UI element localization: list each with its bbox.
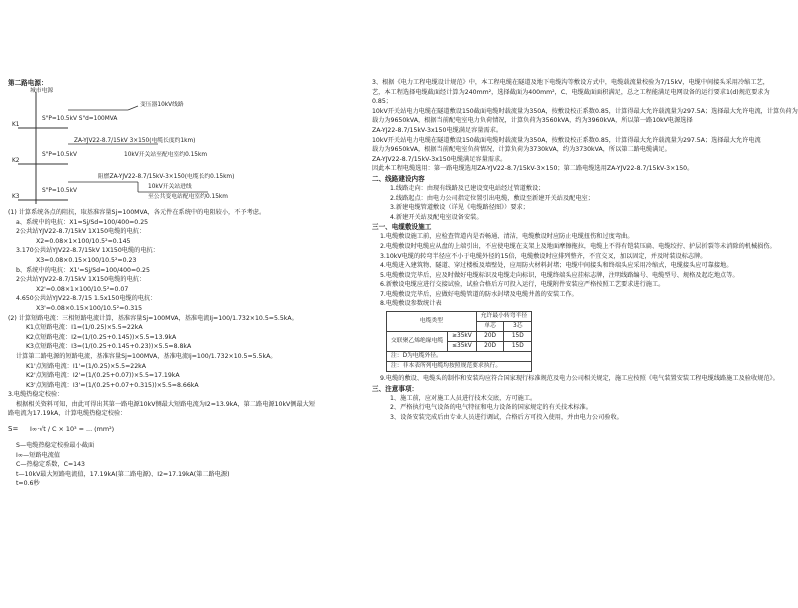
calc-line: b、系统中的电抗：X1'=Sj/Sd=100/400=0.25	[16, 266, 150, 274]
section-item: 3.新建电缆管道敷设（详见《电缆路径图》）要求；	[390, 204, 529, 212]
calc-line: (1) 计算系统各点的阻抗，取基准容量Sj=100MVA，各元件在系统中的电阻较小，不予考虑。	[8, 209, 266, 216]
k1-label: K1	[12, 122, 20, 128]
k2-label: K2	[12, 158, 20, 164]
calc-line: K2点短路电流：I2=(1/(0.25+0.145))×5.5=13.9kA	[26, 333, 177, 341]
legend-line: t=0.6秒	[16, 480, 40, 488]
single-line-diagram	[8, 88, 370, 208]
final-item: 2、严格执行电气设备的电气特征和电力设备的国家规定的有关技术标准。	[390, 404, 592, 412]
sub-item: 6.新敷设电缆应进行交接试验，试验合格后方可投入运行，电缆附件安装应严格按照工艺要求进行施工。	[380, 281, 665, 289]
calc-line: a、系统中的电抗：X1=Sj/Sd=100/400=0.25	[16, 218, 149, 226]
calc-line: 路电流为17.19kA，计算电缆热稳定校验：	[8, 410, 127, 418]
section-heading: 二、线路建设内容	[372, 174, 425, 183]
table-sub-single: 单芯	[476, 322, 504, 332]
t2-label: 至公共变电站配电室约0.15km	[148, 194, 228, 200]
left-heading: 第二路电源：	[8, 79, 48, 87]
cable2-label: 阻燃ZA-YJV22-8.7/15kV-3×150(电缆长约0.15km)	[98, 174, 235, 180]
section-item: 1.线路走向：由现有线路及已建设变电站经过管道敷设；	[390, 184, 545, 192]
calc-line: K3'点短路电流：I3'=(1/(0.25+0.07+0.315))×5.5=8.66kA	[26, 381, 199, 389]
calc-line: (2) 计算短路电流：三相短路电流计算，基准容量Sj=100MVA，基准电流Ij=100/1.732×10.5=5.5kA。	[8, 314, 298, 322]
sp1-label: S"P=10.5kV S"d=100MVA	[42, 116, 118, 122]
para-line: 载力为9650kVA，根据当前配电室负荷情况，计算负荷为3730kVA，约为3730kVA，所以第二路电缆满足。	[372, 146, 671, 154]
calc-line: X2'=0.08×1×100/10.5²=0.07	[36, 285, 129, 293]
calc-line: 2公共站YJV22-8.7/15kV 1X150电缆的电抗：	[16, 276, 146, 284]
calc-line: K2'点短路电流：I2'=(1/(0.25+0.07))×5.5=17.19kA	[26, 372, 180, 380]
calc-line: X3=0.08×0.15×100/10.5²=0.23	[36, 256, 137, 264]
table-cell: 15D	[504, 332, 532, 342]
calc-line: K1点短路电流：I1=(1/0.25)×5.5=22kA	[26, 324, 143, 332]
table-header-type: 电缆类型	[387, 312, 477, 332]
legend-line: t—10kV最大短路电流值，17.19kA(第二路电源)、I2=17.19kA(第二路电源)	[16, 470, 230, 478]
final-heading: 三、注意事项：	[372, 384, 419, 393]
para-line: 0.85；	[372, 98, 392, 106]
legend-line: C—热稳定系数，C=143	[16, 461, 85, 469]
para-line: ZA-YJ22-8.7/15kV-3x150电缆满足容量需求。	[372, 126, 503, 134]
table-cell: 20D	[476, 332, 504, 342]
after-table-line: 9.电缆的敷设、电缆头的制作和安装均应符合国家现行标准规范及电力公司相关规定，施工应按照《电气装置安装工程电缆线路施工及验收规范》。	[380, 375, 779, 383]
transformer-label: 变压器10kV线路	[140, 102, 184, 108]
calc-line: X3'=0.08×0.15×100/10.5²=0.315	[36, 304, 143, 312]
table-note: 注：非本表所列电缆均按照规范要求执行。	[387, 362, 532, 372]
sp3-label: S"P=10.5kV	[42, 188, 77, 194]
para-line: 艺，本工程选择电缆截面经计算为240mm²，选择截面为400mm²，C、电缆截面面积满足，总之工程能满足电网设备的运行要求1(d)规范要求为	[372, 88, 770, 96]
final-item: 3、设备安装完成后由专业人员进行调试，合格后方可投入使用，并由电力公司验收。	[390, 413, 623, 421]
sub-item: 3.10kV电缆的转弯半径应不小于电缆外径的15倍，电缆敷设时应排列整齐，不宜交叉，加以固定，并及时装设标志牌。	[380, 252, 707, 260]
sub-item: 5.电缆敷设完毕后，应及时做好电缆标识及电缆走向标识，电缆终端头应挂标志牌，注明线路编号、电缆型号、规格及起讫地点等。	[380, 271, 739, 279]
para-line: 因此本工程电缆选用：第一路电缆选用ZA-YJV22-8.7/15kV-3×150；第二路电缆选用ZA-YJV22-8.7/15kV-3×150。	[372, 165, 694, 173]
table-cell: ≥35kV	[448, 332, 477, 342]
final-item: 1、施工前，应对施工人员进行技术交底，方可施工。	[390, 394, 537, 402]
table-cell: 交联聚乙烯绝缘电缆	[387, 332, 448, 352]
table-cell: 20D	[476, 342, 504, 352]
table-sub-three: 3芯	[504, 322, 532, 332]
calc-line: 4.650公共站YJV22-8.7/15 1.5x150电缆的电抗：	[16, 295, 157, 303]
para-line: 10kV开关站电力电缆在隧道敷设150截面电缆时载流量为350A，按敷设校正系数0.85，计算得最大允许载流量为297.5A；选择最大允许电流	[372, 136, 761, 144]
table-note: 注：D为电缆外径。	[387, 352, 532, 362]
sub-heading: 三一、电缆敷设施工	[372, 223, 432, 232]
legend-line: S—电缆热稳定校验最小截面	[16, 442, 95, 450]
t1-label: 10kV开关站进线	[148, 184, 192, 190]
para-line: ZA-YJV22-8.7/15kV-3x150电缆满足容量需求。	[372, 155, 507, 163]
table-cell: ≤35kV	[448, 342, 477, 352]
sub-item: 7.电缆敷设完毕后，应做好电缆管道的防水封堵及电缆井盖的安装工作。	[380, 290, 578, 298]
para-line: 3、根据《电力工程电缆设计规范》中，本工程电缆在隧道及地下电缆沟等敷设方式中，电缆载流量校验为7/15kV，电缆中间接头采用冷缩工艺，	[372, 79, 769, 86]
calc-line: 2公共站YJV22-8.7/15kV 1X150电缆的电抗：	[16, 228, 146, 236]
calc-line: 3.电缆热稳定校验：	[8, 391, 64, 399]
right-column	[372, 78, 798, 422]
sub-item: 4.电缆进入建筑物、隧道、穿过楼板及墙壁处，应用防火材料封堵；电缆中间接头和终端头应采用冷缩式，电缆接头应可靠接地。	[380, 262, 733, 270]
calc-line: 3.170公共站YJV22-8.7/15kV 1X150电缆的电抗：	[16, 247, 159, 255]
sub-item: 2.电缆敷设时电缆应从盘的上端引出，不应使电缆在支架上及地面摩擦拖拉，电缆上不得有铠装压扁、电缆绞拧、护层折裂等未消除的机械损伤。	[380, 242, 776, 250]
mid-label: 10kV开关站至配电室约0.15km	[124, 152, 207, 158]
formula-lhs: S=	[8, 425, 19, 434]
spec-table	[386, 311, 532, 372]
calc-line: K1'点短路电流：I1'=(1/0.25)×5.5=22kA	[26, 362, 146, 370]
k3-label: K3	[12, 194, 20, 200]
sp2-label: S"P=10.5kV	[42, 152, 77, 158]
calc-line: X2=0.08×1×100/10.5²=0.145	[36, 237, 131, 245]
section-item: 2.线路起点：由电力公司指定位置引出电缆，敷设至新建开关站及配电室；	[390, 194, 594, 202]
para-line: 载力为9650kVA，根据当前配电室电力负荷情况，计算负荷为3560kVA，约为3960kVA，所以第一路10kV电源选择	[372, 117, 693, 125]
para-line: 10kV开关站电力电缆在隧道敷设150截面电缆时载流量为350A，按敷设校正系数0.85，计算得最大允许载流量为297.5A；选择最大允许电流，计算负荷为	[372, 107, 798, 115]
calc-line: K3点短路电流：I3=(1/(0.25+0.145+0.23))×5.5=8.8kA	[26, 343, 192, 351]
table-cell: 15D	[504, 342, 532, 352]
legend-line: I∞—短路电流值	[16, 451, 61, 459]
sub-item: 1.电缆敷设施工前，应检查管道内是否畅通、清洁，电缆敷设时应防止电缆扭伤和过度弯曲。	[380, 233, 634, 241]
formula-body: I∞·√t / C × 10³ = ... (mm²)	[30, 425, 115, 434]
table-header-radius: 允许最小转弯半径	[476, 312, 531, 322]
diagram-source: 城市电源	[30, 88, 54, 94]
left-column	[8, 78, 370, 489]
calc-line: 根据相关资料可知，由此可得出其第一路电源10kV侧最大短路电流为I2=13.9kA，第二路电源10kV侧最大短	[16, 400, 316, 408]
calc-line: 计算第二路电源的短路电流，基准容量Sj=100MVA，基准电流Ij=100/1.732×10.5=5.5kA。	[16, 352, 277, 360]
section-item: 4.新建开关站及配电室设备安装。	[390, 213, 483, 221]
cable1-label: ZA-YJV22-8.7/15kV 3×150(电缆长度约1km)	[74, 138, 196, 144]
formula-block	[8, 419, 370, 441]
table-title: 8.电缆敷设参数统计表	[380, 300, 442, 308]
